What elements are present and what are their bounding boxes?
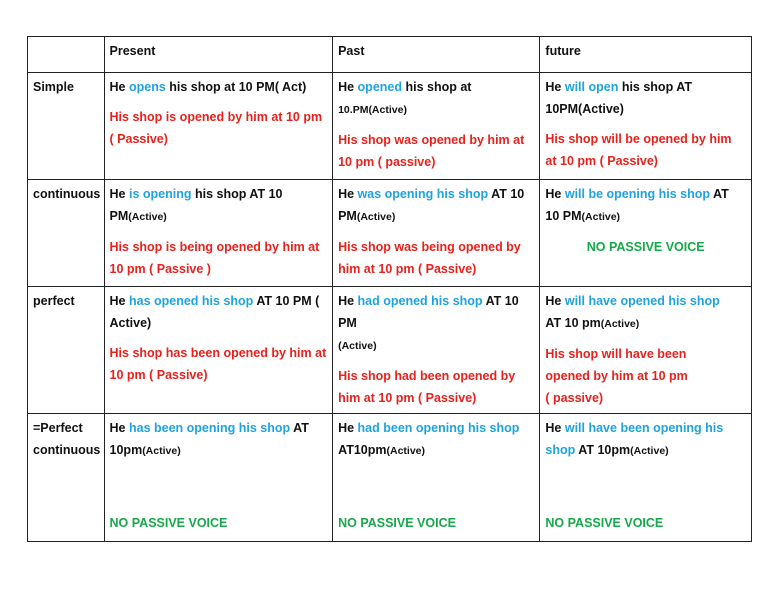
- cell-simple-future: [540, 73, 752, 180]
- active-sentence: He is opening his shop AT 10 PM(Active): [109, 187, 283, 223]
- verb-highlight: will open: [564, 80, 619, 94]
- active-sentence: He opens his shop at 10 PM( Act): [109, 80, 307, 94]
- cell-continuous-future: [540, 180, 752, 287]
- cell-simple-present: [104, 73, 333, 180]
- cell-perfect-past: [333, 287, 540, 414]
- verb-highlight: opens: [128, 80, 166, 94]
- header-past: [333, 37, 540, 73]
- cell-perfect-continuous-future: [540, 414, 752, 542]
- verb-highlight: will be opening his shop: [564, 187, 711, 201]
- verb-highlight: had been opening his shop: [357, 421, 520, 435]
- no-passive-note: NO PASSIVE VOICE: [586, 240, 705, 254]
- passive-sentence: His shop had been opened by him at 10 pm ( Passive): [338, 369, 516, 405]
- header-corner-cell: [28, 37, 105, 73]
- active-sentence: He will open his shop AT 10PM(Active): [545, 80, 692, 116]
- active-sentence: He opened his shop at 10.PM(Active): [338, 80, 472, 116]
- cell-continuous-present: [104, 180, 333, 287]
- row-perfect-continuous: [28, 414, 752, 542]
- cell-perfect-present: [104, 287, 333, 414]
- no-passive-note: NO PASSIVE VOICE: [338, 516, 456, 530]
- no-passive-note: NO PASSIVE VOICE: [109, 516, 228, 530]
- header-past-label: Past: [338, 44, 365, 58]
- header-present: [104, 37, 333, 73]
- active-sentence: He was opening his shop AT 10 PM(Active): [338, 187, 525, 223]
- cell-perfect-continuous-present: [104, 414, 333, 542]
- verb-highlight: is opening: [128, 187, 192, 201]
- active-sentence: He has been opening his shop AT 10pm(Active): [109, 421, 309, 457]
- no-passive-note: NO PASSIVE VOICE: [545, 516, 664, 530]
- active-sentence: He will have opened his shop AT 10 pm(Active): [545, 294, 720, 330]
- passive-sentence: His shop is being opened by him at 10 pm ( Passive ): [109, 240, 320, 276]
- passive-sentence: His shop will have been opened by him at 10 pm ( passive): [545, 347, 688, 405]
- header-future-label: future: [545, 44, 581, 58]
- active-sentence: He will be opening his shop AT 10 PM(Active): [545, 187, 729, 223]
- verb-highlight: was opening his shop: [357, 187, 489, 201]
- header-future: [540, 37, 752, 73]
- row-label-simple: Simple: [28, 73, 105, 180]
- verb-highlight: will have opened his shop: [564, 294, 720, 308]
- passive-sentence: His shop is opened by him at 10 pm ( Passive): [109, 110, 323, 146]
- passive-sentence: His shop was being opened by him at 10 pm ( Passive): [338, 240, 521, 276]
- active-sentence: He had been opening his shop AT10pm(Active): [338, 421, 520, 457]
- row-label-perfect-continuous: =Perfect continuous: [28, 414, 105, 542]
- active-sentence: He has opened his shop AT 10 PM ( Active): [109, 294, 320, 330]
- verb-highlight: had opened his shop: [357, 294, 483, 308]
- header-row: [28, 37, 752, 73]
- verb-highlight: opened: [357, 80, 402, 94]
- header-present-label: Present: [109, 44, 156, 58]
- row-label-continuous: continuous: [28, 180, 105, 287]
- passive-sentence: His shop was opened by him at 10 pm ( passive): [338, 133, 525, 169]
- cell-continuous-past: [333, 180, 540, 287]
- verb-highlight: has been opening his shop: [128, 421, 291, 435]
- passive-sentence: His shop has been opened by him at 10 pm ( Passive): [109, 346, 327, 382]
- cell-perfect-continuous-past: [333, 414, 540, 542]
- cell-perfect-future: [540, 287, 752, 414]
- verb-highlight: has opened his shop: [128, 294, 254, 308]
- row-label-perfect: perfect: [28, 287, 105, 414]
- active-sentence: He had opened his shop AT 10 PM (Active): [338, 294, 519, 352]
- verb-highlight: will have been opening his shop: [545, 421, 724, 457]
- passive-sentence: His shop will be opened by him at 10 pm ( Passive): [545, 132, 732, 168]
- active-sentence: He will have been opening his shop AT 10pm(Active): [545, 421, 724, 457]
- row-simple: [28, 73, 752, 180]
- cell-simple-past: [333, 73, 540, 180]
- row-perfect: [28, 287, 752, 414]
- row-continuous: [28, 180, 752, 287]
- tenses-table: [27, 36, 752, 542]
